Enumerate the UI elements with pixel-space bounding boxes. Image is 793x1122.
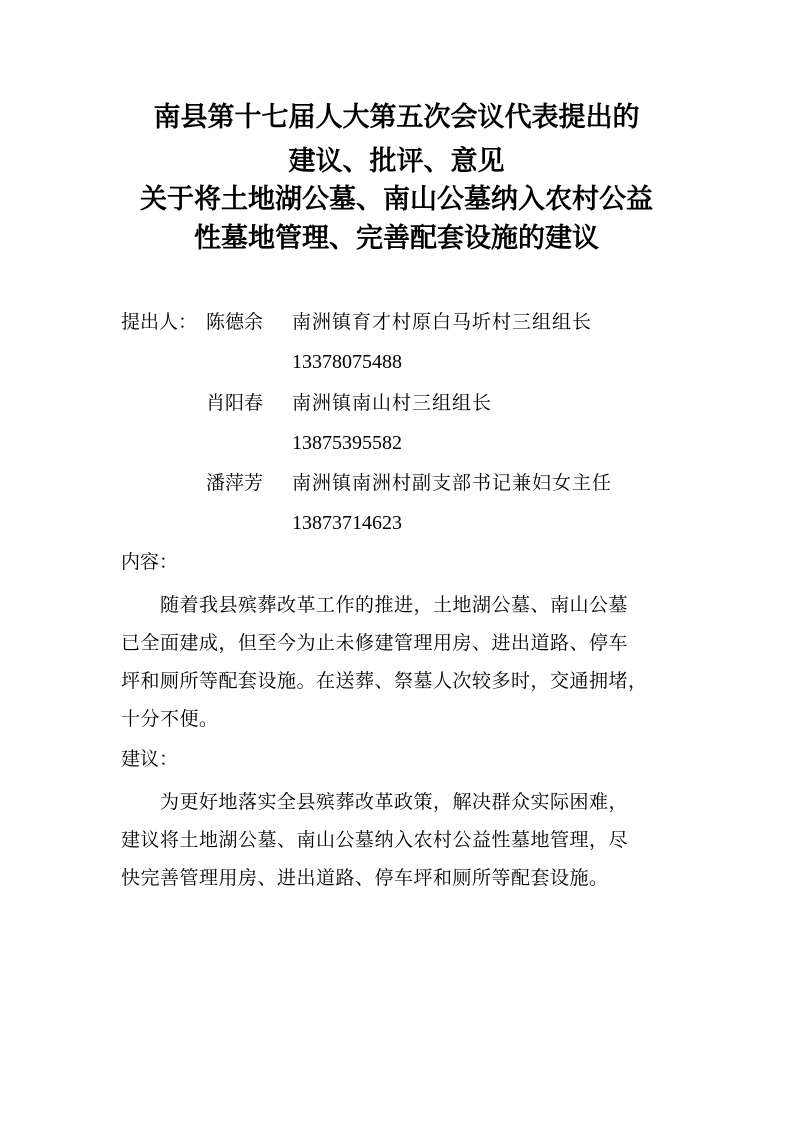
suggestion-line-1: 为更好地落实全县殡葬改革政策，解决群众实际困难， bbox=[121, 791, 629, 813]
proposer-phone-1: 13378075488 bbox=[292, 351, 402, 373]
content-paragraph bbox=[121, 586, 673, 738]
content-line-2: 已全面建成，但至今为止未修建管理用房、进出道路、停车 bbox=[121, 632, 629, 654]
proposer-phone-3: 13873714623 bbox=[292, 512, 402, 534]
proposer-name-2: 肖阳春 bbox=[206, 392, 264, 414]
proposer-role-1: 南洲镇育才村原白马圻村三组组长 bbox=[292, 311, 593, 333]
title-line-2: 建议、批评、意见 bbox=[288, 146, 505, 177]
title-line-3: 关于将土地湖公墓、南山公墓纳入农村公益 bbox=[140, 184, 653, 215]
content-line-3: 坪和厕所等配套设施。在送葬、祭墓人次较多时，交通拥堵， bbox=[121, 670, 648, 692]
suggestion-line-2: 建议将土地湖公墓、南山公墓纳入农村公益性墓地管理，尽 bbox=[121, 829, 629, 851]
proposer-name-1: 陈德余 bbox=[206, 311, 264, 333]
proposer-role-3: 南洲镇南洲村副支部书记兼妇女主任 bbox=[292, 472, 613, 494]
title-line-1: 南县第十七届人大第五次会议代表提出的 bbox=[153, 102, 640, 133]
proposer-name-3: 潘萍芳 bbox=[206, 472, 264, 494]
proposer-role-2: 南洲镇南山村三组组长 bbox=[292, 392, 493, 414]
suggestion-line-3: 快完善管理用房、进出道路、停车坪和厕所等配套设施。 bbox=[121, 867, 609, 889]
proposer-phone-2: 13875395582 bbox=[292, 432, 402, 454]
proposer-label: 提出人： bbox=[121, 311, 198, 333]
title-line-4: 性墓地管理、完善配套设施的建议 bbox=[194, 223, 599, 254]
suggestion-heading: 建议： bbox=[121, 748, 179, 770]
suggestion-paragraph bbox=[121, 783, 673, 897]
content-heading: 内容： bbox=[121, 551, 179, 573]
content-line-4: 十分不便。 bbox=[121, 708, 219, 730]
content-line-1: 随着我县殡葬改革工作的推进，土地湖公墓、南山公墓 bbox=[121, 594, 629, 616]
